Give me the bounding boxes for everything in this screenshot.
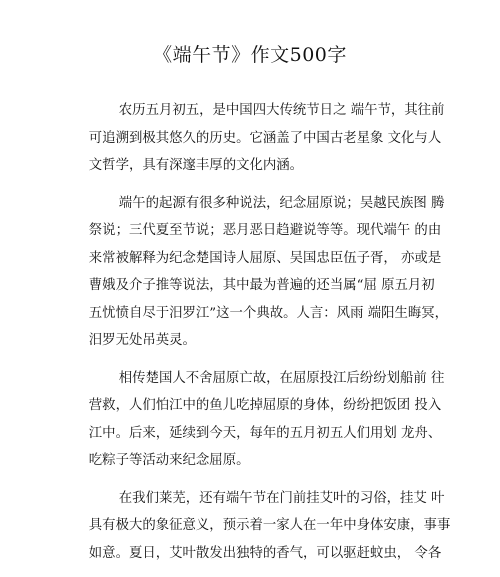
text-line: 文哲学，具有深邃丰厚的文化内涵。 (88, 158, 304, 173)
text-line: 来常被解释为纪念楚国诗人屈原、吴国忠臣伍子胥， 亦或是 (88, 250, 442, 266)
text-line: 具有极大的象征意义，预示着一家人在一年中身体安康，事事 (88, 518, 451, 533)
document-title: 《端午节》作文500字 (153, 44, 347, 66)
text-line: 相传楚国人不舍屈原亡故，在屈原投江后纷纷划船前 往 (118, 370, 445, 386)
text-line: 曹娥及介子推等说法，其中最为普遍的还当属“屈 原五月初 (88, 278, 435, 293)
paragraph-3 (62, 365, 452, 475)
text-line: 如意。夏日，艾叶散发出独特的香气，可以驱赶蚊虫， 令各 (88, 545, 442, 561)
text-line: 汨罗无处吊英灵。 (88, 333, 196, 348)
text-line: 在我们莱芜，还有端午节在门前挂艾叶的习俗，挂艾 叶 (118, 490, 445, 506)
text-line: 可追溯到极其悠久的历史。它涵盖了中国古老星象 文化与人 (88, 130, 442, 146)
text-line: 营救，人们怕江中的鱼儿吃掉屈原的身体，纷纷把饭团 投入 (88, 398, 442, 413)
text-line: 江中。后来，延续到今天，每年的五月初五人们用划 龙舟、 (88, 425, 442, 441)
text-line: 吃粽子等活动来纪念屈原。 (88, 453, 250, 468)
paragraph-4 (62, 485, 452, 568)
document-body (62, 97, 452, 577)
text-line: 五忧愤自尽于汨罗江”这一个典故。人言：风雨 端阳生晦冥， (88, 305, 449, 321)
text-line: 祭说；三代夏至节说；恶月恶日趋避说等等。现代端午 的由 (88, 223, 442, 238)
text-line: 农历五月初五，是中国四大传统节日之 端午节，其往前 (118, 103, 445, 118)
paragraph-1 (62, 97, 452, 180)
text-line: 端午的起源有很多种说法，纪念屈原说；吴越民族图 腾 (118, 195, 445, 211)
paragraph-2 (62, 190, 452, 355)
